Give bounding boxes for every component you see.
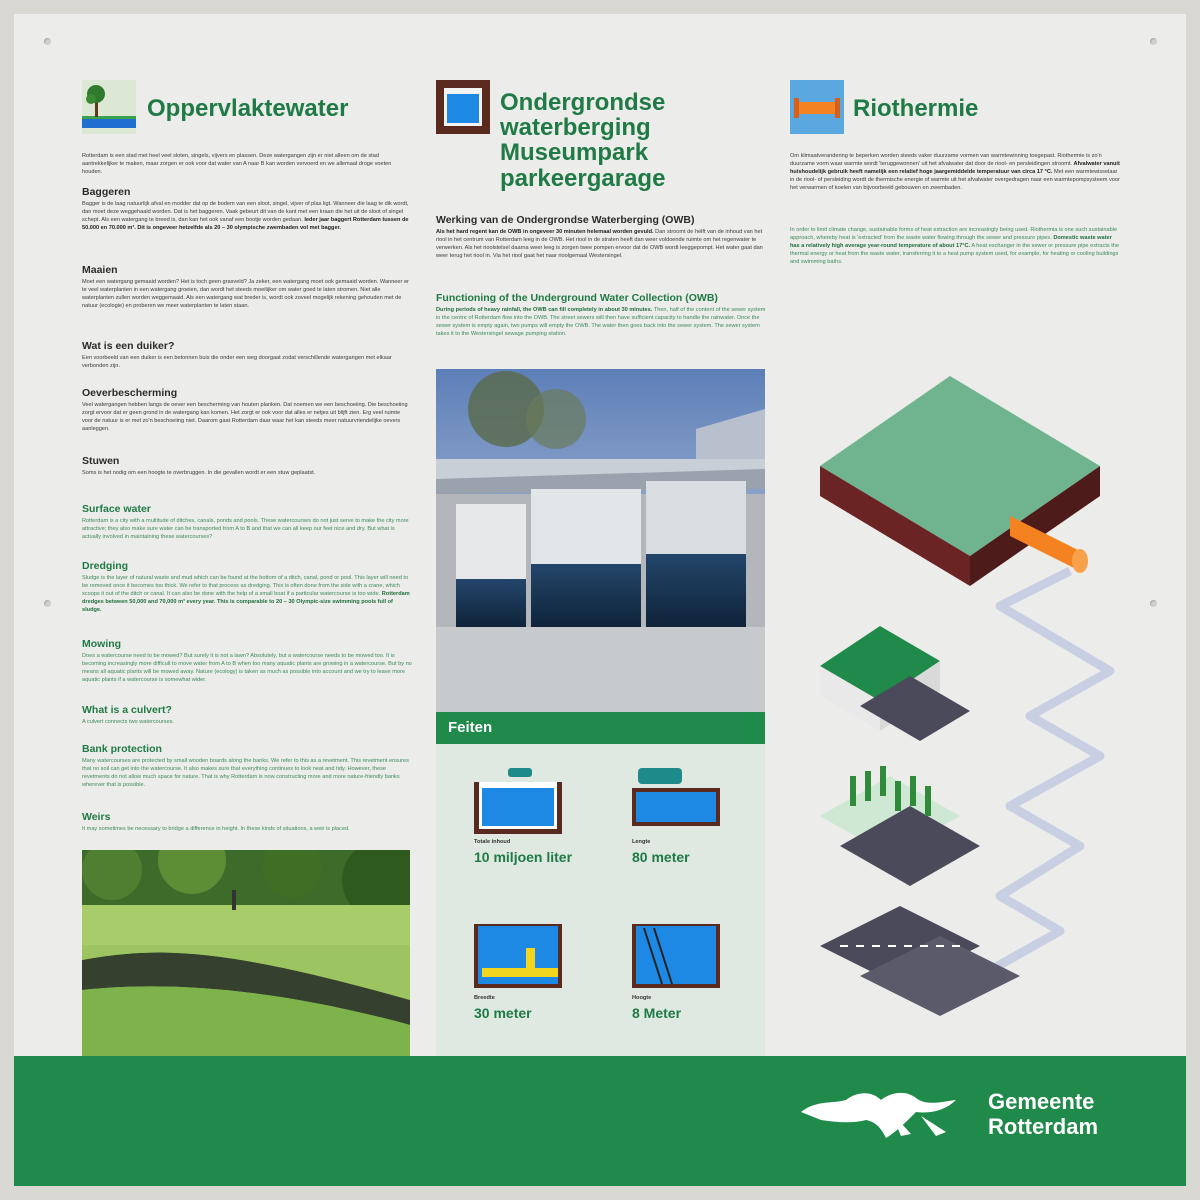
gemeente-rotterdam-wordmark: Gemeente Rotterdam — [988, 1089, 1099, 1139]
owb-title: Ondergrondse waterberging Museumpark parkeergarage — [500, 89, 666, 192]
tank-car-icon — [474, 766, 562, 834]
owb-en-section: Functioning of the Underground Water Collection (OWB) During periods of heavy rainfall, the OWB can fill completely in about 30 minutes. Then, half of the content of the sewer system in the centre of Rotterdam flow into the OWB. The street sewers will then have sufficient capacity to handle the rainwater. Once the sewer system is empty again, two pumps will empty the OWB. The water then goes back into the sewer system. The sewer system takes it to the Westersingel sewage pumping station. — [436, 292, 766, 338]
info-board — [14, 14, 1186, 1186]
pipe-icon — [790, 80, 844, 134]
baggeren-section: Baggeren Bagger is de laag natuurlijk afval en modder dat op de bodem van een sloot, singel, vijver of plas ligt. Wanneer die laag te dik wordt, dan moet deze weggehaald worden. Dat is het baggeren. Vaak gebeurt dit van de kant met een kraan die het uit de sloot of singel schept. Als een watergang te breed is, dan kan het ook vanaf een bootje worden gedaan. Ieder jaar baggert Rotterdam tussen de 50.000 en 70.000 m³. Dit is ongeveer hetzelfde als 20 – 30 olympische zwembaden vol met bagger. — [82, 186, 409, 232]
water-storage-icon — [436, 80, 490, 134]
stuwen-section: Stuwen Soms is het nodig om een hoogte te overbruggen. In die gevallen wordt er een stuw geplaatst. — [82, 455, 316, 476]
surface-water-en-section: Surface water Rotterdam is a city with a multitude of ditches, canals, ponds and pools. These watercourses do not just serve to make the city more attractive; they also make sure water can be transported from A to B and that we can all keep our feet nice and dry. But what is actually involved in maintaining these watercourses? — [82, 503, 409, 541]
canal-photo — [82, 850, 410, 1056]
riothermie-nl-section: Om klimaatverandering te beperken worden steeds vaker duurzame vormen van warmtewinning toegepast. Riothermie is zo'n duurzame vorm waar warmte wordt 'teruggewonnen' uit het afvalwater dat door de riool- en persleidingen stroomt. Afvalwater vanuit huishoudelijk gebruik heeft namelijk een relatief hoge jaargemiddelde temperatuur van circa 17 °C. Met een warmtewisselaar in de riool- of persleiding wordt de thermische energie of warmte uit het afvalwater overgedragen naar een warmtepompsysteem voor het verwarmen of koelen van bijvoorbeeld gebouwen en zwembaden. — [790, 153, 1120, 192]
fact-length: Lengte 80 meter — [632, 766, 720, 865]
owb-nl-section: Werking van de Ondergrondse Waterberging (OWB) Als het hard regent kan de OWB in ongeveer 30 minuten helemaal worden gevuld. Dan stroomt de helft van de inhoud van het riool in het centrum van Rotterdam leeg in de OWB. Het riool in de straten heeft dan weer voldoende ruimte om het regenwater te verwerken. Als het rioolstelsel daarna weer leeg is zorgen twee pompen ervoor dat de OWB wordt leeggepompt. Het water gaat dan weer terug het riool in. Via het riool gaat het naar rioolgemaal Westersingel. — [436, 214, 763, 260]
length-car-icon — [632, 766, 720, 834]
culvert-section: What is a culvert? A culvert connects two watercourses. — [82, 704, 175, 725]
dredging-section: Dredging Sludge is the layer of natural waste and mud which can be found at the bottom of a ditch, canal, pond or pool. This layer will need to be removed once it becomes too thick. We refer to that process as dredging. This is often done from the side with a crane, which scoops it out of the ditch or canal. It can also be done with the help of a small boat if a particular watercourse is too wide. Rotterdam dredges between 50,000 and 70,000 m³ every year. This is comparable to 20 – 30 Olympic-size swimming pools full of sludge. — [82, 560, 410, 614]
width-ruler-icon — [474, 922, 562, 990]
oeverbescherming-section: Oeverbescherming Veel watergangen hebben langs de oever een bescherming van houten planken. Dat noemen we een beschoeiing. Die beschoeiing zorgt ervoor dat er geen grond in de watergang kan komen. Het zorgt er ook voor dat alles er netjes uit blijft zien. Erg veel ruimte voor de natuur is er met zo'n beschoeiing niet. Daarom gaat Rotterdam daar waar het kan steeds meer natuurvriendelijke oevers aanleggen. — [82, 387, 408, 433]
intro-text: Rotterdam is een stad met heel veel sloten, singels, vijvers en plassen. Deze watergangen zijn er niet alleen om de stad aantrekkelijker te maken, maar zorgen er ook voor dat water van A naar B kan worden vervoerd en we allemaal droge voeten houden. — [82, 153, 392, 176]
screw — [1150, 600, 1157, 607]
riothermie-title: Riothermie — [853, 95, 979, 122]
fact-volume: Totale inhoud 10 miljoen liter — [474, 766, 572, 865]
maaien-section: Maaien Moet een watergang gemaaid worden? Het is toch geen grasveld? Ja zeker, een watergang moet ook gemaaid worden. Wanneer er te veel waterplanten in een watergang groeien, dan wordt het steeds moeilijker om water goed te laten stromen. Niet alle waterplanten zullen worden weggemaaid. Als een watergang wat breder is, wordt ook zoveel mogelijk rekening gehouden met de natuur (ecologie) en proberen we meer waterplanten te laten staan. — [82, 264, 409, 310]
fact-width: Breedte 30 meter — [474, 922, 562, 1021]
feiten-header: Feiten — [436, 712, 765, 744]
surface-water-title: Oppervlaktewater — [147, 95, 349, 122]
duiker-section: Wat is een duiker? Een voorbeeld van een duiker is een betonnen buis die onder een weg doorgaat zodat verschillende watergangen met elkaar verbonden zijn. — [82, 340, 392, 370]
screw — [44, 38, 51, 45]
screw — [44, 600, 51, 607]
fact-height: Hoogte 8 Meter — [632, 922, 720, 1021]
owb-cutaway-render — [436, 369, 765, 712]
bank-protection-section: Bank protection Many watercourses are protected by small wooden boards along the banks. We refer to this as a revetment. This revetment ensures that no soil can get into the watercourse. It also makes sure that everything continues to look neat and tidy. However, these revetments do not allow much space for nature. That is why Rotterdam is now constructing more and more nature-friendly banks wherever that is possible. — [82, 743, 409, 789]
riothermie-en-section: In order to limit climate change, sustainable forms of heat extraction are increasingly being used. Riothermia is one such sustainable approach, whereby heat is 'extracted' from the waste water flowing through the sewer and pressure pipes. Domestic waste water has a relatively high average year-round temperature of about 17°C. A heat exchanger in the sewer or pressure pipe extracts the thermal energy or heat from the waste water, transferring it to a heat pump system used, for example, for heating or cooling buildings and swimming baths. — [790, 227, 1120, 266]
weirs-section: Weirs It may sometimes be necessary to bridge a difference in height. In these kinds of situations, a weir is placed. — [82, 811, 350, 832]
screw — [1150, 38, 1157, 45]
mowing-section: Mowing Does a watercourse need to be mowed? But surely it is not a lawn? Absolutely, but a watercourse needs to be mowed too. It is becoming increasingly more difficult to move water from A to B when too many aquatic plants are growing in a watercourse. But by no means all aquatic plants will be mowed away. Nature (ecology) is taken as much as possible into account and we try to leave more aquatic plants if a watercourse is somewhat wider. — [82, 638, 412, 684]
tree-water-icon — [82, 80, 136, 134]
ladder-icon — [632, 922, 720, 990]
rotterdam-lion-logo — [796, 1082, 966, 1144]
riothermie-diagram — [800, 376, 1120, 1036]
feiten-panel — [436, 744, 765, 1056]
